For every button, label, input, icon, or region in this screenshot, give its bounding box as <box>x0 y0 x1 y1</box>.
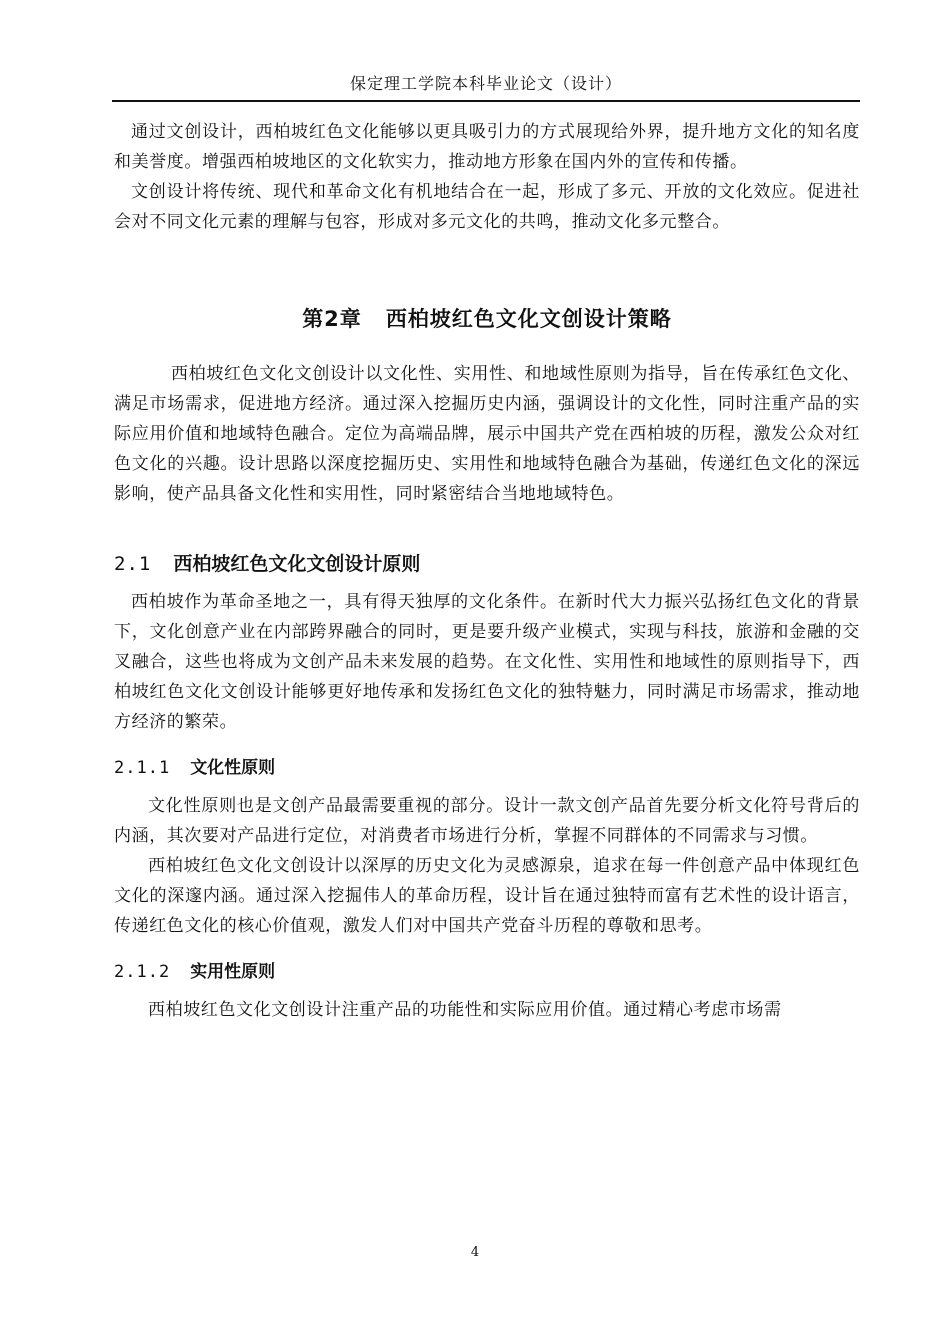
section-2-1-heading <box>114 549 860 579</box>
section-2-1-2-heading <box>114 957 860 987</box>
subsection-number: 2.1.2 <box>114 962 171 982</box>
subsection-title: 实用性原则 <box>190 962 276 982</box>
intro-paragraph-1: 通过文创设计，西柏坡红色文化能够以更具吸引力的方式展现给外界，提升地方文化的知名度和美誉度。增强西柏坡地区的文化软实力，推动地方形象在国内外的宣传和传播。 <box>114 122 860 172</box>
chapter-title: 西柏坡红色文化文创设计策略 <box>385 307 672 331</box>
subsection-title: 文化性原则 <box>190 758 276 778</box>
page-number: 4 <box>470 1245 480 1260</box>
section-2-1-1-paragraph-2: 西柏坡红色文化文创设计以深厚的历史文化为灵感源泉，追求在每一件创意产品中体现红色文化的深邃内涵。通过深入挖掘伟人的革命历程，设计旨在通过独特而富有艺术性的设计语言，传递红色文化的核心价值观，激发人们对中国共产党奋斗历程的尊敬和思考。 <box>114 856 860 936</box>
header-rule <box>112 100 860 102</box>
section-2-1-2-paragraph: 西柏坡红色文化文创设计注重产品的功能性和实际应用价值。通过精心考虑市场需 <box>148 1000 782 1020</box>
section-2-1-1-paragraph-1: 文化性原则也是文创产品最需要重视的部分。设计一款文创产品首先要分析文化符号背后的内涵，其次要对产品进行定位，对消费者市场进行分析，掌握不同群体的不同需求与习惯。 <box>114 796 860 846</box>
running-header: 保定理工学院本科毕业论文（设计） <box>349 74 622 93</box>
chapter-number: 第2章 <box>302 307 362 331</box>
chapter-intro-paragraph: 西柏坡红色文化文创设计以文化性、实用性、和地域性原则为指导，旨在传承红色文化、满足市场需求，促进地方经济。通过深入挖掘历史内涵，强调设计的文化性，同时注重产品的实际应用价值和地域特色融合。定位为高端品牌，展示中国共产党在西柏坡的历程，激发公众对红色文化的兴趣。设计思路以深度挖掘历史、实用性和地域特色融合为基础，传递红色文化的深远影响，使产品具备文化性和实用性，同时紧密结合当地地域特色。 <box>114 364 860 504</box>
section-number: 2.1 <box>114 553 152 575</box>
section-title: 西柏坡红色文化文创设计原则 <box>173 553 421 575</box>
intro-paragraph-2: 文创设计将传统、现代和革命文化有机地结合在一起，形成了多元、开放的文化效应。促进社会对不同文化元素的理解与包容，形成对多元文化的共鸣，推动文化多元整合。 <box>114 182 860 232</box>
section-2-1-1-heading <box>114 753 860 783</box>
chapter-heading <box>114 303 860 335</box>
subsection-number: 2.1.1 <box>114 758 171 778</box>
document-body <box>114 117 860 1025</box>
section-2-1-paragraph: 西柏坡作为革命圣地之一，具有得天独厚的文化条件。在新时代大力振兴弘扬红色文化的背景下，文化创意产业在内部跨界融合的同时，更是要升级产业模式，实现与科技，旅游和金融的交叉融合，这些也将成为文创产品未来发展的趋势。在文化性、实用性和地域性的原则指导下，西柏坡红色文化文创设计能够更好地传承和发扬红色文化的独特魅力，同时满足市场需求，推动地方经济的繁荣。 <box>114 592 860 732</box>
